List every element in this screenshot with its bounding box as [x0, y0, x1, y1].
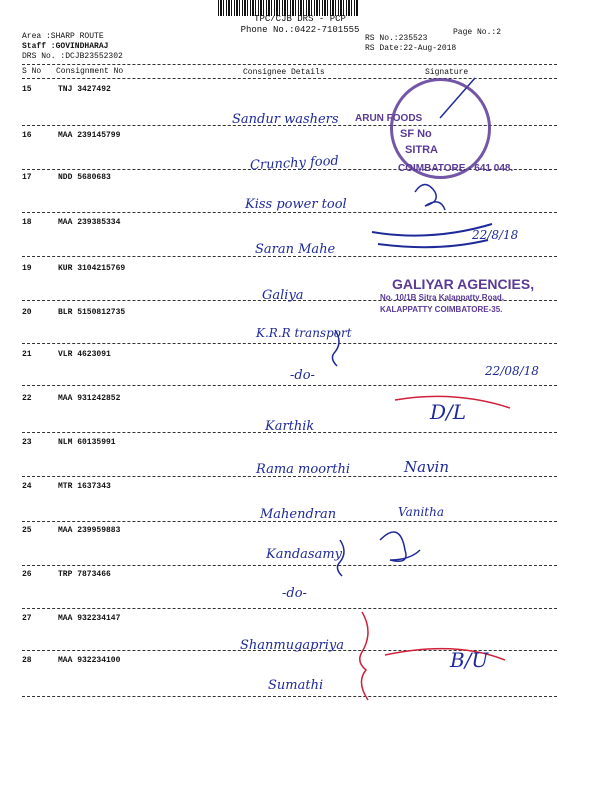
phone-number: Phone No.:0422-7101555: [240, 25, 360, 35]
document-title: TPC/CJB DRS - PCP: [254, 14, 346, 24]
row-sno: 19: [22, 264, 32, 273]
row-consignment: MAA 239145799: [58, 131, 121, 140]
col-consignment: Consignment No: [56, 67, 124, 76]
row-consignment: MAA 239959883: [58, 526, 121, 535]
signature-text: D/L: [430, 400, 467, 424]
rs-date: RS Date:22-Aug-2018: [365, 44, 457, 53]
row-sno: 26: [22, 570, 32, 579]
row-sno: 18: [22, 218, 32, 227]
row-consignment: MAA 932234147: [58, 614, 121, 623]
row-sno: 21: [22, 350, 32, 359]
row-consignment: NDD 5680683: [58, 173, 111, 182]
rs-number: RS No.:235523: [365, 34, 428, 43]
row-consignment: BLR 5150812735: [58, 308, 126, 317]
signature-date: 22/08/18: [485, 364, 539, 378]
row-sno: 24: [22, 482, 32, 491]
row-consignment: MAA 932234100: [58, 656, 121, 665]
signature-text: B/U: [450, 648, 489, 672]
agency-stamp-city: KALAPPATTY COIMBATORE-35.: [380, 305, 503, 314]
drs-number: DRS No. :DCJB23552302: [22, 52, 123, 61]
signature-date: 22/8/18: [472, 228, 519, 242]
col-consignee: Consignee Details: [243, 68, 325, 77]
row-consignment: MAA 239385334: [58, 218, 121, 227]
area-label: Area :SHARP ROUTE: [22, 32, 104, 41]
row-sno: 28: [22, 656, 32, 665]
company-stamp-address: COIMBATORE - 641 048.: [398, 163, 514, 174]
company-stamp-name: ARUN FOODS: [355, 113, 423, 124]
agency-stamp-name: GALIYAR AGENCIES,: [392, 276, 535, 292]
handwritten-consignee: Saran Mahe: [255, 242, 336, 257]
row-sno: 20: [22, 308, 32, 317]
company-stamp-line: SF No: [400, 128, 432, 140]
handwritten-consignee: K.R.R transport: [256, 326, 352, 340]
row-consignment: NLM 60135991: [58, 438, 116, 447]
company-stamp-line: SITRA: [405, 144, 438, 156]
handwritten-consignee: Crunchy food: [249, 153, 340, 174]
staff-label: Staff :GOVINDHARAJ: [22, 42, 109, 51]
row-consignment: KUR 3104215769: [58, 264, 126, 273]
col-signature: Signature: [425, 68, 469, 77]
page-number: Page No.:2: [453, 28, 502, 37]
handwritten-consignee: Kandasamy: [266, 547, 343, 562]
handwritten-consignee: Karthik: [265, 419, 315, 434]
row-sno: 16: [22, 131, 32, 140]
row-sno: 27: [22, 614, 32, 623]
row-sno: 17: [22, 173, 32, 182]
row-consignment: TNJ 3427492: [58, 85, 111, 94]
handwritten-consignee: -do-: [290, 368, 315, 383]
handwritten-consignee: Kiss power tool: [245, 197, 347, 212]
handwritten-consignee: Galiya: [262, 288, 304, 303]
row-sno: 25: [22, 526, 32, 535]
row-consignment: MAA 931242852: [58, 394, 121, 403]
row-sno: 15: [22, 85, 32, 94]
handwritten-consignee: Shanmugapriya: [240, 638, 344, 653]
signature-text: Navin: [404, 458, 449, 476]
handwritten-consignee: Rama moorthi: [256, 462, 350, 477]
row-consignment: TRP 7873466: [58, 570, 111, 579]
handwritten-consignee: Sumathi: [268, 678, 324, 693]
col-sno: S No: [22, 67, 42, 76]
handwritten-consignee: -do-: [282, 586, 307, 601]
handwritten-consignee: Mahendran: [260, 507, 337, 522]
signature-text: Vanitha: [398, 505, 444, 519]
row-sno: 22: [22, 394, 32, 403]
row-sno: 23: [22, 438, 32, 447]
handwritten-consignee: Sandur washers: [232, 112, 339, 127]
row-consignment: MTR 1637343: [58, 482, 111, 491]
row-consignment: VLR 4623091: [58, 350, 111, 359]
agency-stamp-address: No. 10/1B Sitra Kalappatty Road,: [380, 293, 505, 302]
